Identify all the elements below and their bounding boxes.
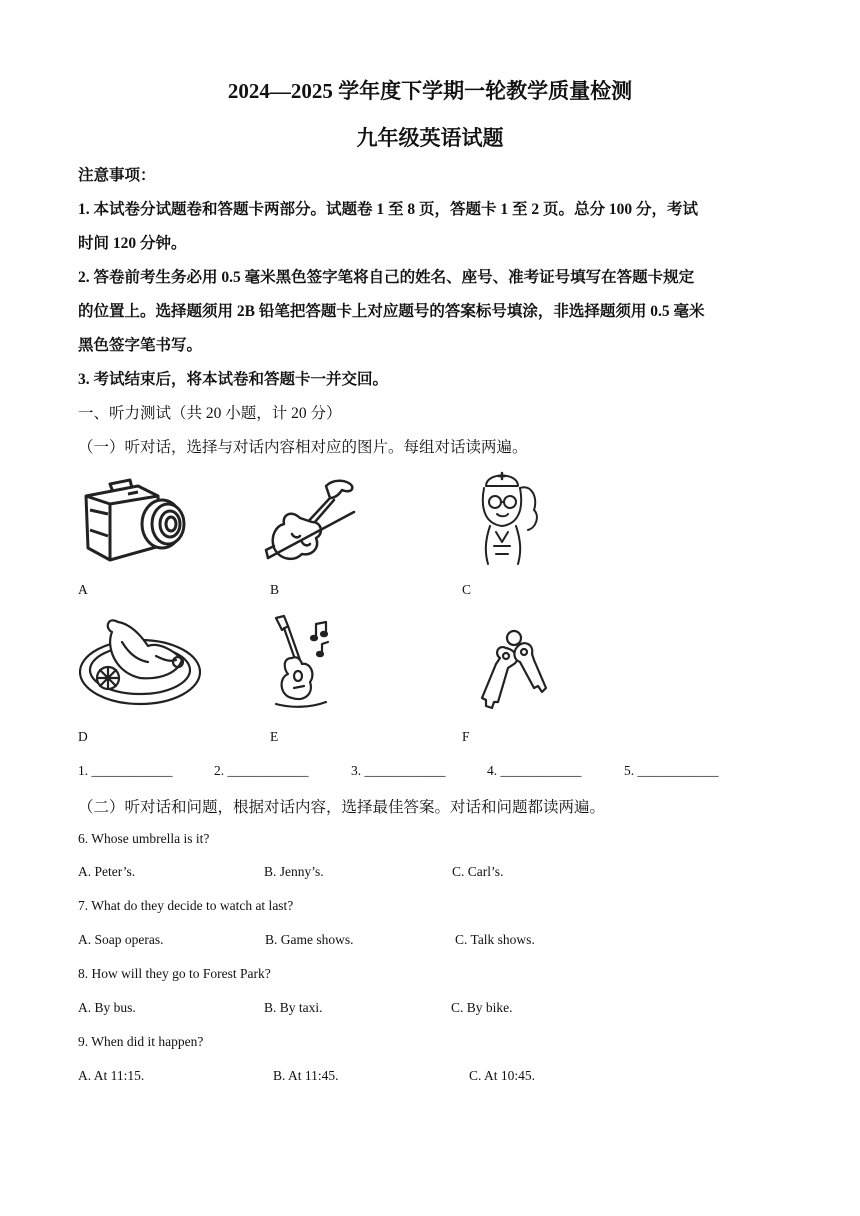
question-6-option-c: C. Carl’s. xyxy=(452,864,504,879)
question-7-option-b: B. Game shows. xyxy=(265,932,354,947)
question-6: 6. Whose umbrella is it? xyxy=(78,831,210,846)
question-8-option-c: C. By bike. xyxy=(451,1000,513,1015)
picture-label-b: B xyxy=(270,582,280,597)
violin-icon xyxy=(264,476,358,566)
question-8-option-b: B. By taxi. xyxy=(264,1000,323,1015)
picture-label-a: A xyxy=(78,582,88,597)
guitar-icon xyxy=(270,614,336,710)
question-9-option-c: C. At 10:45. xyxy=(469,1068,536,1083)
section-1-heading: 一、听力测试（共 20 小题，计 20 分） xyxy=(78,405,342,422)
note-1-line-2: 时间 120 分钟。 xyxy=(78,235,187,252)
note-2-line-1: 2. 答卷前考生务必用 0.5 毫米黑色签字笔将自己的姓名、座号、准考证号填写在答题卡规定 xyxy=(78,269,695,286)
notes-heading: 注意事项： xyxy=(78,167,156,184)
question-8-option-a: A. By bus. xyxy=(78,1000,136,1015)
note-1-line-1: 1. 本试卷分试题卷和答题卡两部分。试题卷 1 至 8 页，答题卡 1 至 2 页。总分 100 分，考试 xyxy=(78,201,699,218)
question-7-option-a: A. Soap operas. xyxy=(78,932,164,947)
answer-blank-4[interactable]: 4. ____________ xyxy=(487,763,582,778)
question-9-option-b: B. At 11:45. xyxy=(273,1068,339,1083)
part-1-heading: （一）听对话，选择与对话内容相对应的图片。每组对话读两遍。 xyxy=(78,439,528,456)
answer-blank-2[interactable]: 2. ____________ xyxy=(214,763,309,778)
camera-icon xyxy=(80,474,192,566)
answer-blank-1[interactable]: 1. ____________ xyxy=(78,763,173,778)
keys-icon xyxy=(472,626,550,712)
question-6-option-a: A. Peter’s. xyxy=(78,864,136,879)
nurse-icon xyxy=(466,466,552,566)
picture-label-c: C xyxy=(462,582,472,597)
question-7-option-c: C. Talk shows. xyxy=(455,932,535,947)
question-6-option-b: B. Jenny’s. xyxy=(264,864,324,879)
picture-label-e: E xyxy=(270,729,279,744)
note-2-line-2: 的位置上。选择题须用 2B 铅笔把答题卡上对应题号的答案标号填涂，非选择题须用 0.5 毫米 xyxy=(78,303,705,320)
exam-title: 2024—2025 学年度下学期一轮教学质量检测 xyxy=(227,79,633,103)
question-9-option-a: A. At 11:15. xyxy=(78,1068,145,1083)
picture-label-d: D xyxy=(78,729,88,744)
picture-label-f: F xyxy=(462,729,470,744)
part-2-heading: （二）听对话和问题，根据对话内容，选择最佳答案。对话和问题都读两遍。 xyxy=(78,799,606,816)
question-7: 7. What do they decide to watch at last? xyxy=(78,898,294,913)
roast-chicken-icon xyxy=(78,612,202,706)
note-3: 3. 考试结束后，将本试卷和答题卡一并交回。 xyxy=(78,371,389,388)
question-9: 9. When did it happen? xyxy=(78,1034,204,1049)
question-8: 8. How will they go to Forest Park? xyxy=(78,966,271,981)
exam-subtitle: 九年级英语试题 xyxy=(356,126,504,150)
note-2-line-3: 黑色签字笔书写。 xyxy=(78,337,203,354)
answer-blank-5[interactable]: 5. ____________ xyxy=(624,763,719,778)
answer-blank-3[interactable]: 3. ____________ xyxy=(351,763,446,778)
